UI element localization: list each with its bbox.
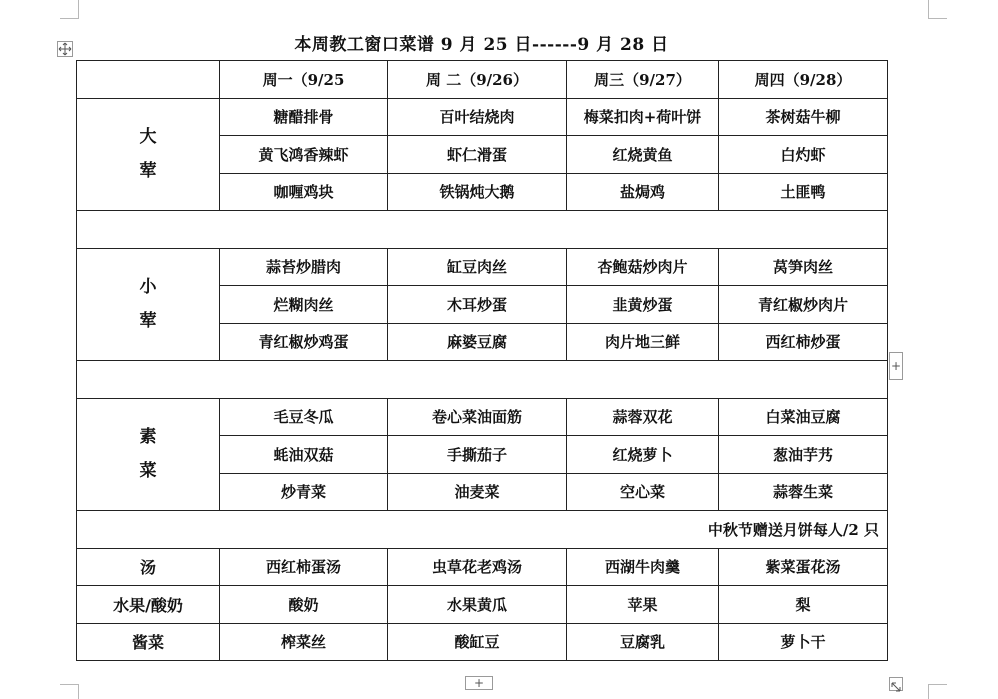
table-row (77, 248, 888, 286)
dish-cell[interactable]: 手撕茄子 (388, 436, 567, 474)
dish-cell[interactable]: 糖醋排骨 (220, 98, 388, 136)
category-char: 素 (139, 427, 157, 448)
dish-cell[interactable]: 百叶结烧肉 (388, 98, 567, 136)
dish-cell[interactable]: 木耳炒蛋 (388, 286, 567, 324)
add-column-button[interactable]: + (889, 352, 903, 380)
category-char: 大 (139, 127, 157, 148)
mooncake-note[interactable]: 中秋节赠送月饼每人/2 只 (77, 511, 888, 549)
dish-cell[interactable]: 蒜苔炒腊肉 (220, 248, 388, 286)
table-row (77, 98, 888, 136)
dish-cell[interactable]: 豆腐乳 (567, 623, 719, 661)
dish-cell[interactable]: 黄飞鸿香辣虾 (220, 136, 388, 174)
dish-cell[interactable]: 烂糊肉丝 (220, 286, 388, 324)
crop-mark-bottom-left (60, 684, 79, 699)
dish-cell[interactable]: 韭黄炒蛋 (567, 286, 719, 324)
category-small-meat[interactable] (77, 248, 220, 361)
dish-cell[interactable]: 西红柿炒蛋 (719, 323, 888, 361)
dish-cell[interactable]: 红烧黄鱼 (567, 136, 719, 174)
category-large-meat[interactable] (77, 98, 220, 211)
dish-cell[interactable]: 油麦菜 (388, 473, 567, 511)
corner-cell[interactable] (77, 61, 220, 99)
day-header-thu[interactable]: 周四（9/28） (719, 61, 888, 99)
dish-cell[interactable]: 酸缸豆 (388, 623, 567, 661)
dish-cell[interactable]: 青红椒炒鸡蛋 (220, 323, 388, 361)
category-fruit-yogurt[interactable]: 水果/酸奶 (77, 586, 220, 624)
table-resize-handle-icon[interactable] (889, 677, 903, 691)
dish-cell[interactable]: 肉片地三鲜 (567, 323, 719, 361)
category-vegetable[interactable] (77, 398, 220, 511)
dish-cell[interactable]: 炒青菜 (220, 473, 388, 511)
dish-cell[interactable]: 梨 (719, 586, 888, 624)
dish-cell[interactable]: 蚝油双菇 (220, 436, 388, 474)
dish-cell[interactable]: 盐焗鸡 (567, 173, 719, 211)
table-row (77, 623, 888, 661)
dish-cell[interactable]: 红烧萝卜 (567, 436, 719, 474)
dish-cell[interactable]: 水果黄瓜 (388, 586, 567, 624)
day-header-mon[interactable]: 周一（9/25 (220, 61, 388, 99)
dish-cell[interactable]: 虾仁滑蛋 (388, 136, 567, 174)
header-row (77, 61, 888, 99)
dish-cell[interactable]: 茶树菇牛柳 (719, 98, 888, 136)
menu-table (76, 60, 888, 661)
dish-cell[interactable]: 莴笋肉丝 (719, 248, 888, 286)
dish-cell[interactable]: 蒜蓉生菜 (719, 473, 888, 511)
category-pickles[interactable]: 酱菜 (77, 623, 220, 661)
category-soup[interactable]: 汤 (77, 548, 220, 586)
dish-cell[interactable]: 麻婆豆腐 (388, 323, 567, 361)
dish-cell[interactable]: 梅菜扣肉+荷叶饼 (567, 98, 719, 136)
spacer-row (77, 361, 888, 399)
dish-cell[interactable]: 酸奶 (220, 586, 388, 624)
dish-cell[interactable]: 萝卜干 (719, 623, 888, 661)
dish-cell[interactable]: 白菜油豆腐 (719, 398, 888, 436)
dish-cell[interactable]: 葱油芋艿 (719, 436, 888, 474)
empty-merged-cell[interactable] (77, 361, 888, 399)
table-row (77, 548, 888, 586)
dish-cell[interactable]: 铁锅炖大鹅 (388, 173, 567, 211)
dish-cell[interactable]: 土匪鸭 (719, 173, 888, 211)
category-char: 荤 (139, 311, 157, 332)
dish-cell[interactable]: 紫菜蛋花汤 (719, 548, 888, 586)
dish-cell[interactable]: 毛豆冬瓜 (220, 398, 388, 436)
note-row (77, 511, 888, 549)
crop-mark-top-left (60, 0, 79, 19)
dish-cell[interactable]: 青红椒炒肉片 (719, 286, 888, 324)
category-char: 小 (139, 277, 157, 298)
dish-cell[interactable]: 杏鲍菇炒肉片 (567, 248, 719, 286)
table-row (77, 586, 888, 624)
page-title: 本周教工窗口菜谱 9 月 25 日------9 月 28 日 (294, 35, 669, 55)
add-row-button[interactable]: + (465, 676, 493, 690)
table-move-handle-icon[interactable] (57, 41, 73, 57)
dish-cell[interactable]: 咖喱鸡块 (220, 173, 388, 211)
table-row (77, 398, 888, 436)
dish-cell[interactable]: 缸豆肉丝 (388, 248, 567, 286)
dish-cell[interactable]: 西湖牛肉羹 (567, 548, 719, 586)
spacer-row (77, 211, 888, 249)
day-header-wed[interactable]: 周三（9/27） (567, 61, 719, 99)
category-char: 荤 (139, 161, 157, 182)
dish-cell[interactable]: 空心菜 (567, 473, 719, 511)
crop-mark-top-right (928, 0, 947, 19)
dish-cell[interactable]: 虫草花老鸡汤 (388, 548, 567, 586)
dish-cell[interactable]: 卷心菜油面筋 (388, 398, 567, 436)
empty-merged-cell[interactable] (77, 211, 888, 249)
dish-cell[interactable]: 榨菜丝 (220, 623, 388, 661)
day-header-tue[interactable]: 周 二（9/26） (388, 61, 567, 99)
dish-cell[interactable]: 蒜蓉双花 (567, 398, 719, 436)
dish-cell[interactable]: 白灼虾 (719, 136, 888, 174)
dish-cell[interactable]: 西红柿蛋汤 (220, 548, 388, 586)
dish-cell[interactable]: 苹果 (567, 586, 719, 624)
category-char: 菜 (139, 461, 157, 482)
crop-mark-bottom-right (928, 684, 947, 699)
